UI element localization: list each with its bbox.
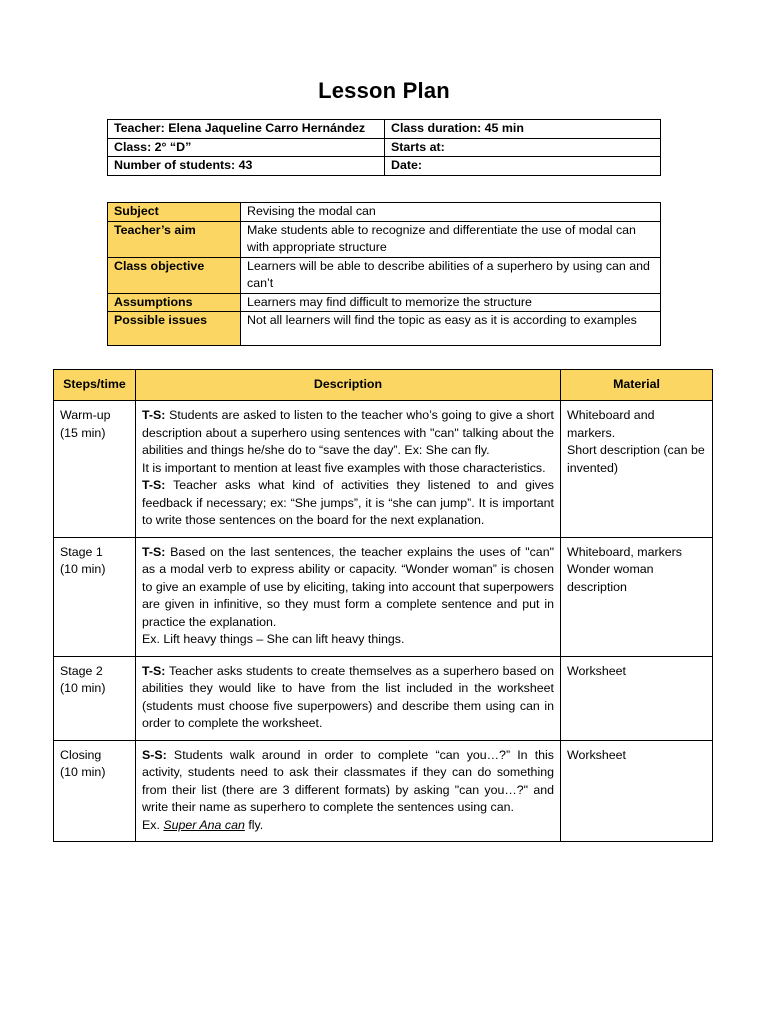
- plan-table: [53, 369, 713, 842]
- material-text: Whiteboard, markers: [567, 544, 682, 559]
- description-text: Students are asked to listen to the teacher who’s going to give a short description about a superhero using sentences with "can" talking about the abilities and things he/she do to “save the day”. Ex: She can fly.: [142, 408, 554, 457]
- date-cell: [385, 157, 661, 176]
- step-cell: [54, 656, 136, 740]
- material-text: Wonder woman description: [567, 562, 654, 594]
- starts-label: Starts at:: [391, 139, 445, 154]
- duration-label: Class duration:: [391, 121, 485, 135]
- objective-row: [108, 312, 661, 346]
- objective-row: [108, 221, 661, 257]
- info-row: [108, 157, 661, 176]
- objective-value: Revising the modal can: [241, 203, 661, 222]
- objective-row: [108, 257, 661, 293]
- step-name: Stage 2: [60, 663, 103, 678]
- step-time: (10 min): [60, 681, 106, 695]
- activity-tag: T-S:: [142, 663, 166, 678]
- objective-value: Learners may find difficult to memorize the structure: [241, 293, 661, 312]
- material-cell: [561, 656, 713, 740]
- step-name: Warm-up: [60, 408, 111, 422]
- example-suffix: fly.: [244, 817, 264, 832]
- date-label: Date:: [391, 158, 422, 172]
- activity-tag: T-S:: [142, 544, 166, 559]
- objective-key: Class objective: [108, 257, 241, 293]
- example-prefix: Ex.: [142, 817, 164, 832]
- description-cell: [136, 401, 561, 538]
- description-text: Students walk around in order to complete “can you…?” In this activity, students need to ask their classmates if they can do something from their list (there are 3 different formats) by asking "can you…?" and write their name as superhero to complete the sentences using can.: [142, 747, 554, 814]
- step-cell: [54, 740, 136, 842]
- activity-tag: T-S:: [142, 408, 166, 422]
- description-text: Teacher asks students to create themselves as a superhero based on abilities they would like to have from the list included in the worksheet (students must choose five superpowers) and describe them using can in order to complete the worksheet.: [142, 663, 554, 730]
- class-cell: [108, 138, 385, 157]
- class-value: 2° “D”: [154, 139, 192, 154]
- info-table: [107, 119, 661, 176]
- page-title: Lesson Plan: [318, 78, 450, 103]
- class-label: Class:: [114, 139, 155, 154]
- description-cell: [136, 740, 561, 842]
- description-cell: [136, 537, 561, 656]
- material-cell: [561, 740, 713, 842]
- objective-key: Subject: [108, 203, 241, 222]
- teacher-cell: [108, 120, 385, 139]
- students-value: 43: [238, 158, 253, 172]
- material-text: Worksheet: [567, 747, 626, 762]
- material-cell: [561, 401, 713, 538]
- material-text: Whiteboard and markers.: [567, 408, 655, 440]
- activity-tag: S-S:: [142, 747, 167, 762]
- objective-key: Possible issues: [108, 312, 241, 346]
- step-time: (15 min): [60, 425, 106, 440]
- plan-row-closing: [54, 740, 713, 842]
- step-cell: [54, 401, 136, 538]
- students-label: Number of students:: [114, 158, 239, 172]
- info-row: [108, 120, 661, 139]
- teacher-label: Teacher:: [114, 121, 169, 135]
- plan-row-stage1: [54, 537, 713, 656]
- duration-cell: [385, 120, 661, 139]
- activity-tag: T-S:: [142, 478, 166, 492]
- teacher-name: Elena Jaqueline Carro Hernández: [168, 121, 366, 135]
- objective-row: [108, 293, 661, 312]
- step-time: (10 min): [60, 562, 106, 576]
- description-text: Ex. Lift heavy things – She can lift heavy things.: [142, 632, 405, 646]
- step-name: Closing: [60, 747, 102, 762]
- plan-row-stage2: [54, 656, 713, 740]
- header-description: Description: [136, 370, 561, 401]
- example-underlined: Super Ana can: [163, 817, 245, 832]
- plan-row-warmup: [54, 401, 713, 538]
- objective-value: Learners will be able to describe abilities of a superhero by using can and can’t: [241, 257, 661, 293]
- header-steps: Steps/time: [54, 370, 136, 401]
- description-text: Teacher asks what kind of activities they listened to and gives feedback if necessary; ex: “She jumps”, it is “she can jump”. It is important to write those sentences on the board for the next explanation.: [142, 478, 554, 527]
- students-cell: [108, 157, 385, 176]
- step-time: (10 min): [60, 765, 106, 779]
- step-name: Stage 1: [60, 544, 103, 559]
- objective-key: Assumptions: [108, 293, 241, 312]
- plan-header-row: [54, 370, 713, 401]
- info-row: [108, 138, 661, 157]
- description-text: Based on the last sentences, the teacher explains the uses of "can" as a modal verb to express ability or capacity. “Wonder woman” is chosen to give an example of use by eliciting, taking into account that superpowers are given in infinitive, so they must form a complete sentence and put in practice the explanation.: [142, 544, 554, 629]
- material-cell: [561, 537, 713, 656]
- description-text: It is important to mention at least five examples with those characteristics.: [142, 460, 546, 475]
- starts-cell: [385, 138, 661, 157]
- objective-value: Not all learners will find the topic as easy as it is according to examples: [241, 312, 661, 346]
- step-cell: [54, 537, 136, 656]
- header-material: Material: [561, 370, 713, 401]
- example-line: [142, 817, 554, 835]
- material-text: Short description (can be invented): [567, 443, 705, 475]
- description-cell: [136, 656, 561, 740]
- objective-value: Make students able to recognize and differentiate the use of modal can with appropriate structure: [241, 221, 661, 257]
- objective-key: Teacher’s aim: [108, 221, 241, 257]
- objective-row: [108, 203, 661, 222]
- material-text: Worksheet: [567, 663, 626, 678]
- duration-value: 45 min: [484, 121, 524, 135]
- objectives-table: [107, 202, 661, 346]
